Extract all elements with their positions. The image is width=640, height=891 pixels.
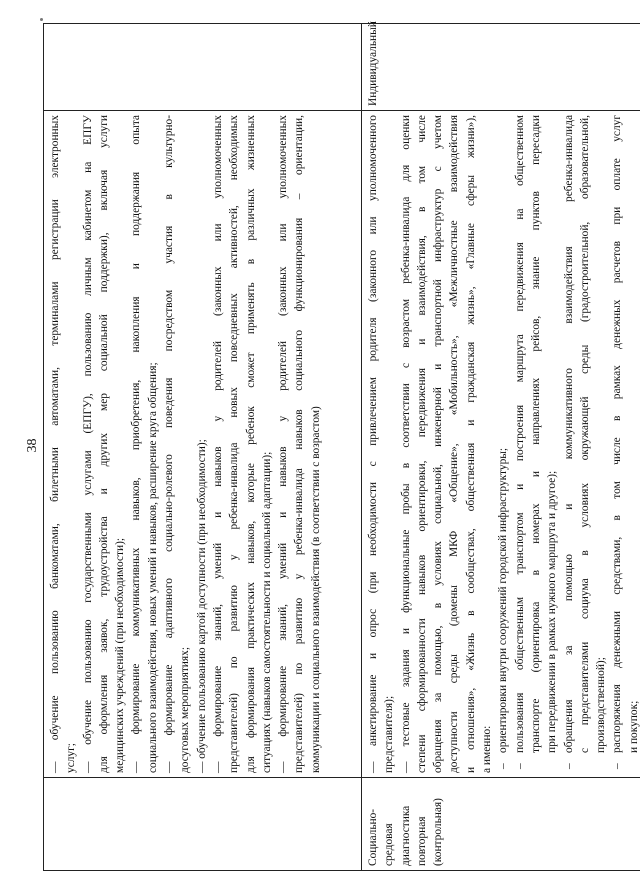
service-format-cell: Индивидуальный xyxy=(362,24,640,111)
content-line: для оформления заявок, трудоустройства и других мер социальной поддержки), включая услуги xyxy=(97,115,110,773)
list-dash: – xyxy=(562,763,575,769)
sub-list-item xyxy=(512,115,561,773)
table-row xyxy=(362,24,640,871)
content-line: коммуникации и социального взаимодействия (в соответствии с возрастом) xyxy=(309,406,322,773)
content-line: — обучение пользованию банкоматами, билетными автоматами, терминалами регистрации электронных xyxy=(49,115,61,773)
content-line: представителя); xyxy=(383,695,396,773)
content-line: — анкетирование и опрос (при необходимости с привлечением родителя (законного или уполномоченного xyxy=(367,115,379,773)
content-line: — формирование коммуникативных навыков, приобретения, накопления и поддержания опыта xyxy=(130,115,143,773)
service-type-cell: Социально-средовая диагностика повторная (контрольная) xyxy=(362,778,640,871)
content-line: обращения за помощью, в условиях социальной, инженерной и транспортной инфраструктур с учетом xyxy=(432,115,445,773)
content-line: — тестовые задания и функциональные пробы в соответствии с возрастом ребенка-инвалида для оценки xyxy=(399,115,412,773)
content-line: — обучение пользованию государственными услугами (ЕПГУ), пользованию личным кабинетом на ЕПГУ xyxy=(81,115,94,773)
service-content-cell xyxy=(362,111,640,778)
list-dash: – xyxy=(513,763,526,769)
service-format-cell xyxy=(44,24,362,111)
sub-item-text: ориентировки внутри сооружений городской инфраструктуры; xyxy=(497,447,510,753)
content-line: ситуациях (навыков самостоятельности и социальной адаптации); xyxy=(260,451,273,773)
sub-item-text: транспорте (ориентировка в номерах и направлениях рейсов, знание пунктов пересадки xyxy=(529,115,542,753)
table-row xyxy=(44,24,362,871)
sub-item-text: при передвижении в рамках нужного маршрута и другое); xyxy=(546,470,559,753)
content-line: представителей) по развитию у ребенка-инвалида новых повседневных активностей, необходимых xyxy=(228,115,241,773)
content-line: и отношения», «Жизнь в сообществах, общественная и гражданская жизнь», «Главные сферы жизни»), xyxy=(464,115,477,773)
list-dash: – xyxy=(611,763,624,769)
service-type-cell xyxy=(44,778,362,871)
sub-item-text: и покупок; xyxy=(627,700,640,753)
content-line: представителей) по развитию у ребенка-инвалида навыков социального функционирования – ориентации, xyxy=(293,115,306,773)
content-line: социального взаимодействия, новых умений и навыков, расширение круга общения; xyxy=(146,362,159,773)
content-line: — формирование знаний, умений и навыков у родителей (законных или уполномоченных xyxy=(277,115,290,773)
sub-list-item xyxy=(609,115,640,773)
content-line: для формирования практических навыков, которые ребенок сможет применять в различных жизненных xyxy=(244,115,257,773)
page-number: 38 xyxy=(25,438,40,453)
sub-item-text: распоряжения денежными средствами, в том числе в рамках денежных расчетов при оплате услуг xyxy=(611,115,624,753)
sub-list-item xyxy=(495,115,511,773)
content-line: досуговых мероприятиях; xyxy=(179,647,192,773)
sub-item-text: с представителями социума в условиях окружающей среды (градостроительной, образовательной, xyxy=(578,115,591,753)
content-line: степени сформированности навыков ориентировки, передвижения и взаимодействия, в том числе xyxy=(415,115,428,773)
sub-item-text: производственной); xyxy=(595,657,608,753)
content-line: услуг; xyxy=(65,743,78,773)
content-line: — формирование адаптивного социально-ролевого поведения посредством участия в культурно- xyxy=(163,115,176,773)
list-dash: – xyxy=(497,763,510,769)
content-line: а именно: xyxy=(481,725,494,773)
content-line: медицинских учреждений (при необходимости); xyxy=(114,537,127,773)
sub-item-text: обращения за помощью и коммуникативного взаимодействия ребенка-инвалида xyxy=(562,115,575,753)
content-line: — обучение пользованию картой доступности (при необходимости); xyxy=(195,439,208,773)
content-line: — формирование знаний, умений и навыков у родителей (законных или уполномоченных xyxy=(211,115,224,773)
methods-table xyxy=(43,23,640,871)
content-line: доступности среды (домены МКФ «Общение», «Мобильность», «Межличностные взаимодействия xyxy=(448,115,461,773)
service-content-cell xyxy=(44,111,362,778)
sub-item-text: пользования общественным транспортом и построения маршрута передвижения на общественном xyxy=(513,115,526,753)
sub-list-item xyxy=(561,115,610,773)
